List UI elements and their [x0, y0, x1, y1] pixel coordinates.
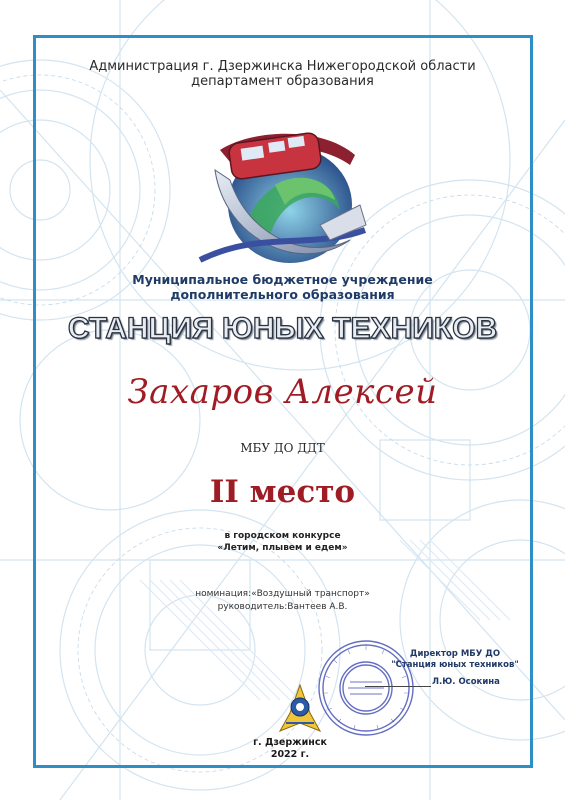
awardee-name: Захаров Алексей: [127, 372, 438, 412]
contest-line-2: «Летим, плывем и едем»: [217, 543, 348, 553]
administration-header: [0, 59, 565, 89]
institution-line-2: дополнительного образования: [170, 287, 395, 302]
header-line-2: департамент образования: [191, 74, 374, 89]
director-title: [375, 649, 535, 671]
header-line-1: Администрация г. Дзержинска Нижегородской области: [89, 59, 476, 74]
nomination-block: [0, 588, 565, 614]
footer-year: 2022 г.: [270, 749, 310, 760]
station-logo-icon: [190, 110, 380, 275]
station-title: СТАНЦИЯ ЮНЫХ ТЕХНИКОВ: [67, 312, 498, 345]
contest-description: [0, 530, 565, 554]
awardee-organization: МБУ ДО ДДТ: [240, 441, 325, 455]
footer-city-year: [230, 737, 350, 761]
director-title-line-2: "Станция юных техников": [391, 660, 519, 670]
supervisor: руководитель:Вантеев А.В.: [217, 602, 348, 612]
institution-name: [0, 272, 565, 302]
director-title-line-1: Директор МБУ ДО: [409, 649, 501, 659]
city-emblem-icon: [278, 683, 322, 733]
director-name: Л.Ю. Осокина: [432, 677, 500, 687]
signature-line: [365, 686, 431, 687]
nomination: номинация:«Воздушный транспорт»: [195, 589, 370, 599]
contest-line-1: в городском конкурсе: [224, 531, 341, 541]
footer-city: г. Дзержинск: [253, 737, 327, 748]
award-place: II место: [209, 474, 356, 510]
institution-line-1: Муниципальное бюджетное учреждение: [132, 272, 433, 287]
